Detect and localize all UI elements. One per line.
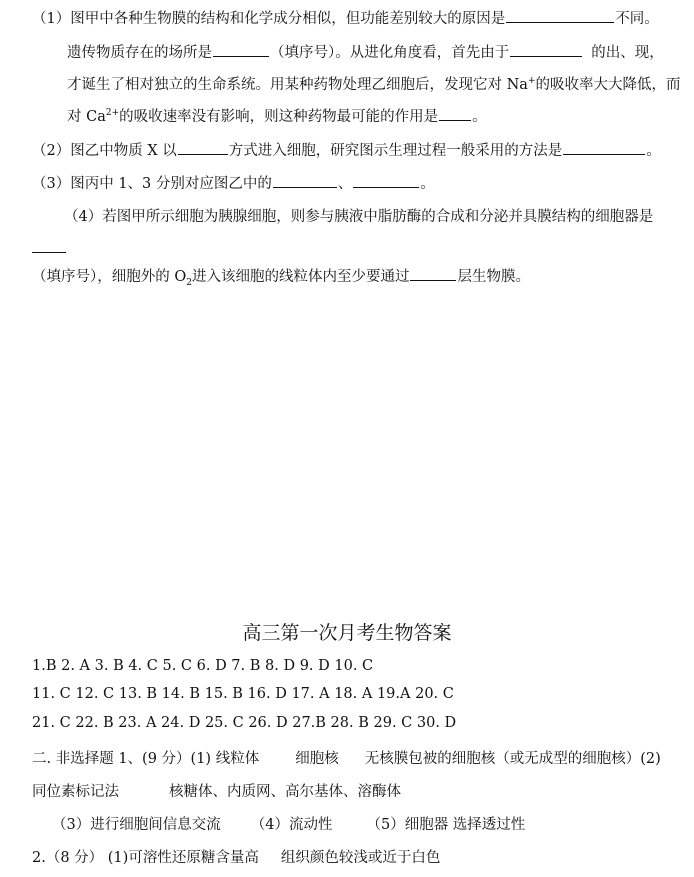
answer-text: 核糖体、内质网、高尔基体、溶酶体 bbox=[169, 784, 401, 800]
q1-superscript: + bbox=[527, 76, 536, 87]
answer-text: 组织颜色较浅或近于白色 bbox=[280, 850, 441, 866]
q1-text: （1）图甲中各种生物膜的结构和化学成分相似，但功能差别较大的原因是 bbox=[32, 11, 506, 27]
q1-superscript: 2+ bbox=[105, 108, 120, 119]
answer-text: 二. 非选择题 1、(9 分）(1) 线粒体 bbox=[32, 751, 260, 767]
answer-blank[interactable] bbox=[213, 42, 269, 57]
q1-text: （填序号）。从进化角度看，首先由于 bbox=[270, 45, 510, 61]
q1-text: 的吸收速率没有影响，则这种药物最可能的作用是 bbox=[119, 109, 439, 125]
q3-text: 、 bbox=[337, 176, 353, 192]
answer-blank[interactable] bbox=[506, 8, 614, 23]
q1-text: 的出、现， bbox=[591, 45, 664, 61]
answer-blank[interactable] bbox=[510, 42, 582, 57]
q1-text: 遗传物质存在的场所是 bbox=[67, 45, 212, 61]
answer-key-title: 高三第一次月考生物答案 bbox=[242, 622, 452, 644]
q4-text: （填序号），细胞外的 O bbox=[32, 269, 187, 285]
answer-text: 无核膜包被的细胞核（或无成型的细胞核）(2) bbox=[364, 751, 661, 767]
q4-text: （4）若图甲所示细胞为胰腺细胞，则参与胰液中脂肪酶的合成和分泌并具膜结构的细胞器是 bbox=[64, 209, 654, 225]
answer-blank[interactable] bbox=[32, 238, 66, 253]
q2-text: 。 bbox=[646, 143, 661, 159]
answer-blank[interactable] bbox=[353, 173, 419, 188]
q1-line2 bbox=[67, 42, 664, 63]
answer-text: 同位素标记法 bbox=[32, 784, 119, 800]
q1-text: 不同。 bbox=[615, 11, 659, 27]
q3-text: 。 bbox=[420, 176, 435, 192]
answer-ii-line2 bbox=[32, 782, 401, 802]
answer-text: （4）流动性 bbox=[250, 817, 333, 833]
answer-text: 2.（8 分） (1)可溶性还原糖含量高 bbox=[32, 850, 259, 866]
answer-blank[interactable] bbox=[410, 266, 456, 281]
answer-blank[interactable] bbox=[439, 106, 471, 121]
answer-ii-line1 bbox=[32, 749, 661, 769]
q4-subscript: 2 bbox=[186, 277, 192, 288]
q4-text: 进入该细胞的线粒体内至少要通过 bbox=[191, 269, 410, 285]
q2-text: 方式进入细胞，研究图示生理过程一般采用的方法是 bbox=[228, 143, 563, 159]
q4-line2 bbox=[32, 266, 530, 287]
answer-text: （5）细胞器 选择透过性 bbox=[366, 817, 526, 833]
answer-ii-line4 bbox=[32, 848, 440, 868]
answer-blank[interactable] bbox=[563, 140, 645, 155]
answer-ii-line3 bbox=[52, 815, 525, 835]
answer-row: 21. C 22. B 23. A 24. D 25. C 26. D 27.B 28. B 29. C 30. D bbox=[32, 715, 457, 731]
q4-text: 层生物膜。 bbox=[457, 269, 530, 285]
answer-blank[interactable] bbox=[273, 173, 337, 188]
q1-line1 bbox=[32, 8, 659, 29]
answer-row: 1.B 2. A 3. B 4. C 5. C 6. D 7. B 8. D 9. D 10. C bbox=[32, 658, 374, 674]
q2-text: （2）图乙中物质 X 以 bbox=[32, 143, 177, 159]
q1-text: 对 Ca bbox=[67, 109, 106, 125]
answer-blank[interactable] bbox=[178, 140, 228, 155]
q1-text: 才诞生了相对独立的生命系统。用某种药物处理乙细胞后，发现它对 Na bbox=[67, 77, 528, 93]
q1-text: 的吸收率大大降低，而 bbox=[535, 77, 681, 93]
q4-line1 bbox=[64, 207, 653, 227]
answer-row: 11. C 12. C 13. B 14. B 15. B 16. D 17. A 18. A 19.A 20. C bbox=[32, 686, 454, 702]
answer-text: 细胞核 bbox=[295, 751, 339, 767]
q3-text: （3）图丙中 1、3 分别对应图乙中的 bbox=[32, 176, 272, 192]
q1-line4 bbox=[67, 106, 487, 127]
answer-text: （3）进行细胞间信息交流 bbox=[52, 817, 221, 833]
q4-blank-line bbox=[32, 238, 66, 259]
q1-text: 。 bbox=[472, 109, 487, 125]
q3-line bbox=[32, 173, 435, 194]
q2-line bbox=[32, 140, 661, 161]
q1-line3 bbox=[67, 75, 681, 95]
